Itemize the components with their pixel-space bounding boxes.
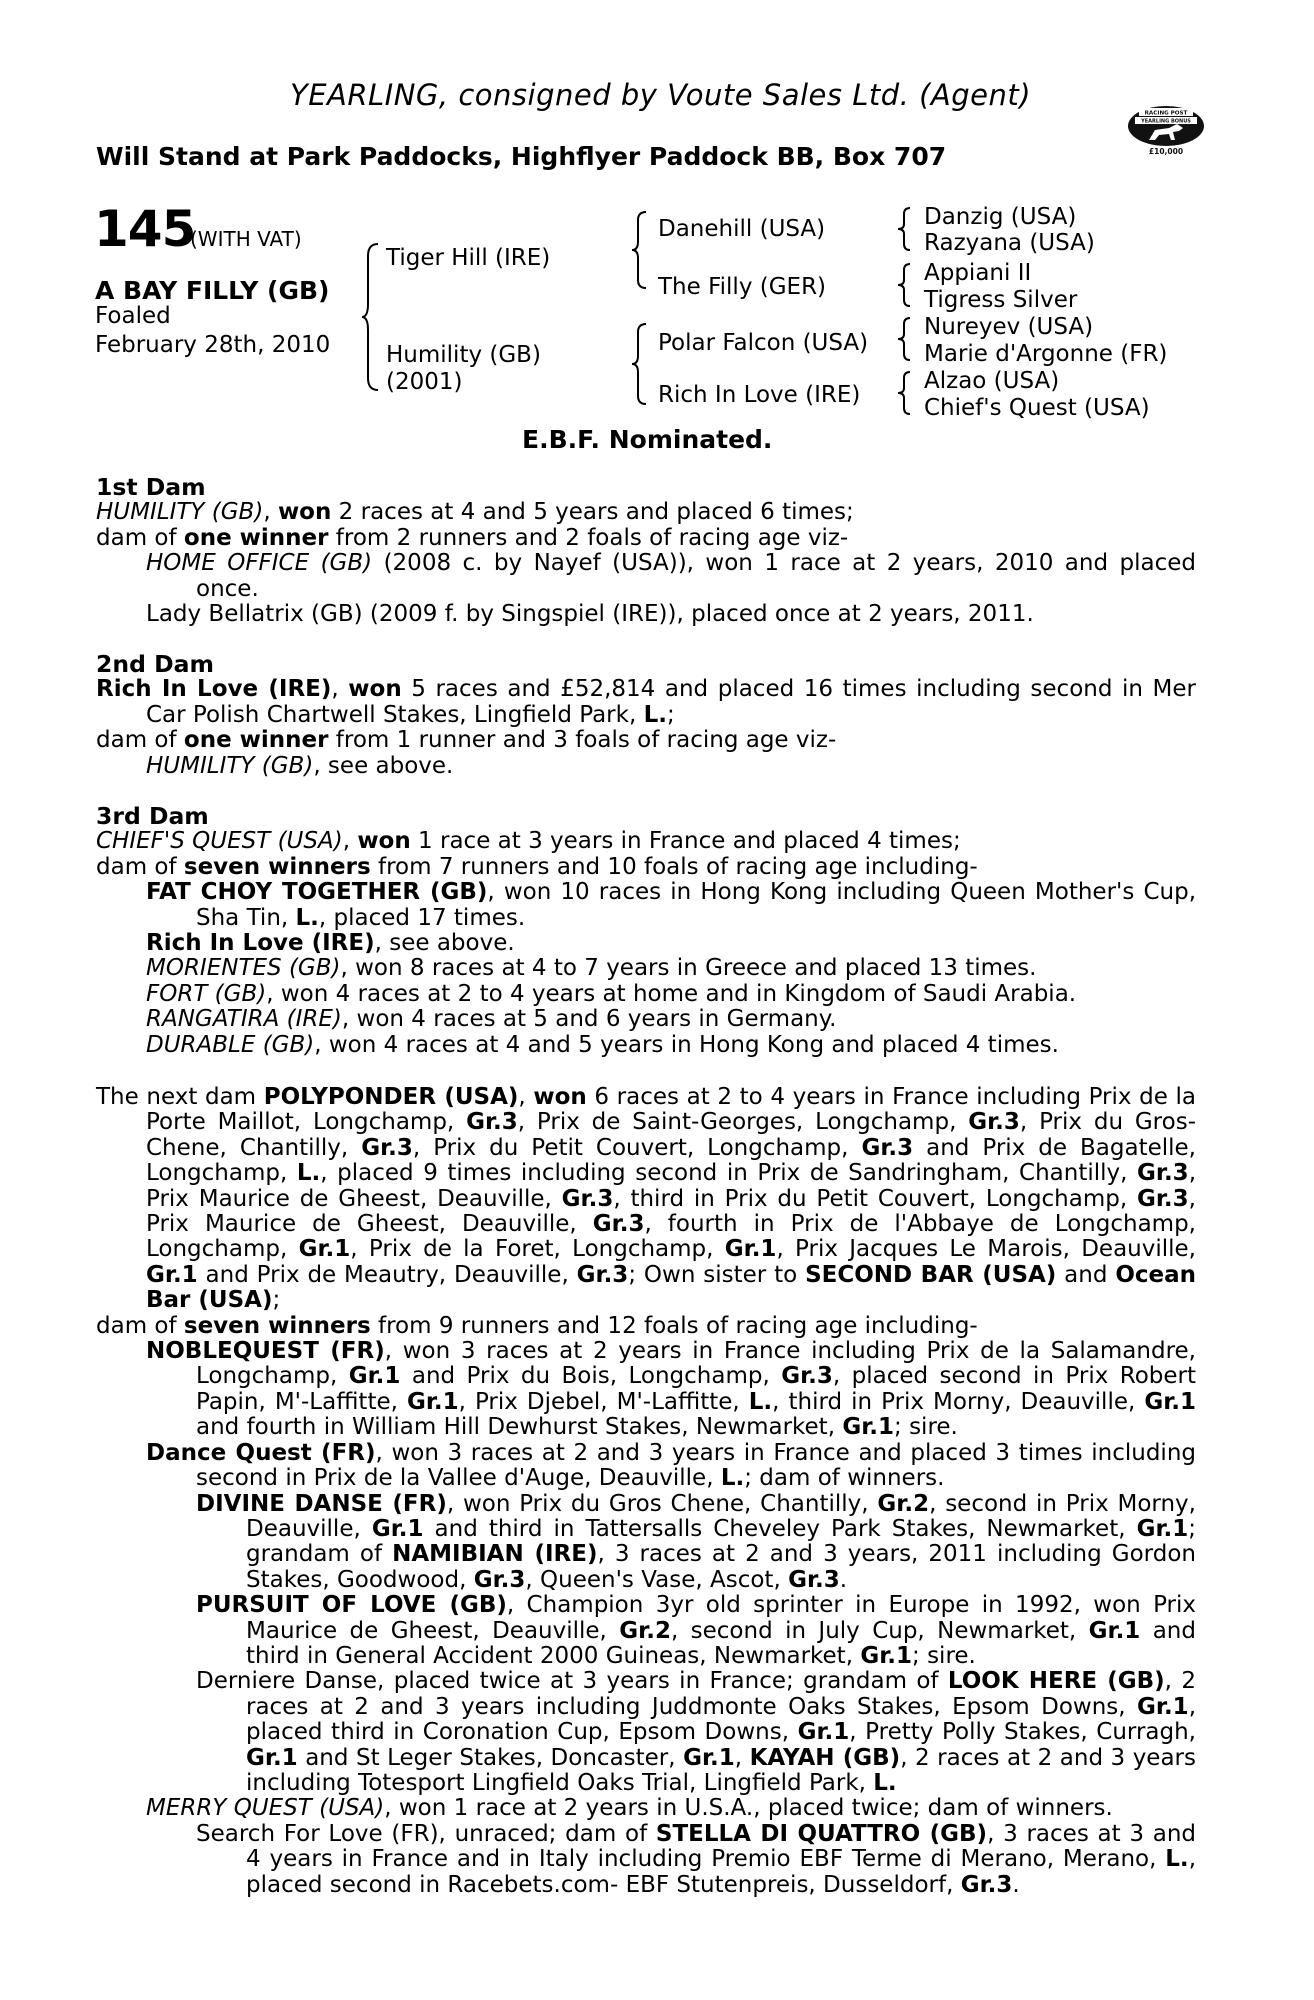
second-dam-line: Rich In Love (IRE), won 5 races and £52,814 and placed 16 times including second in Mer Car Polish Chartwell Stakes, Lingfield Park, L.; bbox=[96, 676, 1197, 728]
produce-entry: MORIENTES (GB), won 8 races at 4 to 7 years in Greece and placed 13 times. bbox=[146, 955, 1037, 982]
third-dam-produce: dam of seven winners from 7 runners and 10 foals of racing age including- bbox=[96, 853, 978, 880]
third-dam-line: CHIEF'S QUEST (USA), won 1 race at 3 years in France and placed 4 times; bbox=[96, 828, 961, 855]
dam-name-text: Humility (GB) bbox=[386, 342, 541, 368]
consignment-line: YEARLING, consigned by Voute Sales Ltd. (Agent) bbox=[290, 78, 1032, 112]
produce-entry: DURABLE (GB), won 4 races at 4 and 5 years in Hong Kong and placed 4 times. bbox=[146, 1031, 1059, 1058]
produce-entry: Rich In Love (IRE), see above. bbox=[146, 930, 515, 957]
first-dam-line: HUMILITY (GB), won 2 races at 4 and 5 years and placed 6 times; bbox=[96, 499, 854, 526]
foaled-label: Foaled bbox=[95, 303, 171, 329]
lot-number: 145 bbox=[94, 200, 196, 258]
horse-name: HUMILITY (GB) bbox=[96, 499, 264, 526]
gen3-8: Chief's Quest (USA) bbox=[924, 395, 1150, 421]
badge-middle-text: YEARLING BONUS bbox=[1141, 118, 1191, 125]
third-dam-heading: 3rd Dam bbox=[96, 802, 209, 830]
produce-entry: Dance Quest (FR), won 3 races at 2 and 3 years in France and placed 3 times including second in Prix de la Vallee d'Auge, Deauville, L.; dam of winners. bbox=[146, 1439, 1197, 1492]
produce-entry: PURSUIT OF LOVE (GB), Champion 3yr old sprinter in Europe in 1992, won Prix Maurice de Gheest, Deauville, Gr.2, second in July Cup, Newmarket, Gr.1 and third in General Accident 2000 Guineas, Newmarket, Gr.1; sire. bbox=[196, 1592, 1197, 1669]
first-dam-section bbox=[96, 475, 1196, 627]
pedigree-brace-main bbox=[362, 242, 382, 392]
sire-sire: Danehill (USA) bbox=[658, 216, 826, 242]
pedigree-brace-g4 bbox=[898, 370, 914, 416]
produce-entry: Derniere Danse, placed twice at 3 years in France; grandam of LOOK HERE (GB), 2 races at 2 and 3 years including Juddmonte Oaks Stakes, Epsom Downs, Gr.1, placed third in Coronation Cup, Epsom Downs, Gr.1, Pretty Polly Stakes, Curragh, Gr.1 and St Leger Stakes, Doncaster, Gr.1, KAYAH (GB), 2 races at 2 and 3 years including Totesport Lingfield Oaks Trial, Lingfield Park, L. bbox=[196, 1668, 1197, 1796]
dam-dam: Rich In Love (IRE) bbox=[658, 382, 861, 408]
sire-name: Tiger Hill (IRE) bbox=[386, 245, 551, 271]
produce-entry: Search For Love (FR), unraced; dam of STELLA DI QUATTRO (GB), 3 races at 3 and 4 years in France and in Italy including Premio EBF Terme di Merano, Merano, L., placed second in Racebets.com- EBF Stutenpreis, Dusseldorf, Gr.3. bbox=[196, 1820, 1197, 1898]
produce-entry: Lady Bellatrix (GB) (2009 f. by Singspiel (IRE)), placed once at 2 years, 2011. bbox=[146, 601, 1034, 628]
pedigree-brace-g1 bbox=[898, 206, 914, 252]
gen3-3: Appiani II bbox=[924, 260, 1032, 286]
gen3-5: Nureyev (USA) bbox=[924, 314, 1094, 340]
yearling-bonus-badge bbox=[1125, 100, 1207, 156]
pedigree-brace-g3 bbox=[898, 316, 914, 362]
badge-bottom-text: £10,000 bbox=[1148, 147, 1184, 156]
produce-entry: NOBLEQUEST (FR), won 3 races at 2 years in France including Prix de la Salamandre, Longchamp, Gr.1 and Prix du Bois, Longchamp, Gr.3, placed second in Prix Robert Papin, M'-Laffitte, Gr.1, Prix Djebel, M'-Laffitte, L., third in Prix Morny, Deauville, Gr.1 and fourth in William Hill Dewhurst Stakes, Newmarket, Gr.1; sire. bbox=[146, 1338, 1197, 1441]
gen3-2: Razyana (USA) bbox=[924, 230, 1095, 256]
gen3-4: Tigress Silver bbox=[924, 287, 1078, 313]
produce-entry: HOME OFFICE (GB) (2008 c. by Nayef (USA)), won 1 race at 2 years, 2010 and placed once. bbox=[146, 550, 1196, 602]
second-dam-produce: dam of one winner from 1 runner and 3 foals of racing age viz- bbox=[96, 727, 837, 754]
gen3-7: Alzao (USA) bbox=[924, 368, 1060, 394]
lot-title: A BAY FILLY (GB) bbox=[95, 276, 330, 305]
badge-top-text: RACING POST bbox=[1144, 110, 1188, 117]
second-dam-section bbox=[96, 652, 1196, 779]
produce-entry: HUMILITY (GB), see above. bbox=[146, 752, 454, 779]
second-dam-heading: 2nd Dam bbox=[96, 650, 214, 678]
dam-sire: Polar Falcon (USA) bbox=[658, 330, 869, 356]
third-dam-section bbox=[96, 804, 1196, 1058]
ebf-nomination: E.B.F. Nominated. bbox=[522, 425, 773, 454]
sire-dam: The Filly (GER) bbox=[658, 274, 827, 300]
foaled-date: February 28th, 2010 bbox=[95, 332, 331, 358]
dam-year: (2001) bbox=[386, 369, 463, 395]
pedigree-brace-g2 bbox=[898, 262, 914, 308]
produce-entry: FORT (GB), won 4 races at 2 to 4 years at home and in Kingdom of Saudi Arabia. bbox=[146, 980, 1077, 1007]
gen3-6: Marie d'Argonne (FR) bbox=[924, 341, 1168, 367]
first-dam-heading: 1st Dam bbox=[96, 473, 206, 501]
pedigree-brace-sire bbox=[632, 210, 650, 290]
next-dam-line: The next dam POLYPONDER (USA), won 6 races at 2 to 4 years in France including Prix de la Porte Maillot, Longchamp, Gr.3, Prix de Saint-Georges, Longchamp, Gr.3, Prix du Gros-Chene, Chantilly, Gr.3, Prix du Petit Couvert, Longchamp, Gr.3 and Prix de Bagatelle, Longchamp, L., placed 9 times including second in Prix de Sandringham, Chantilly, Gr.3, Prix Maurice de Gheest, Deauville, Gr.3, third in Prix du Petit Couvert, Longchamp, Gr.3, Prix Maurice de Gheest, Deauville, Gr.3, fourth in Prix de l'Abbaye de Longchamp, Longchamp, Gr.1, Prix de la Foret, Longchamp, Gr.1, Prix Jacques Le Marois, Deauville, Gr.1 and Prix de Meautry, Deauville, Gr.3; Own sister to SECOND BAR (USA) and Ocean Bar (USA); bbox=[96, 1084, 1197, 1314]
produce-entry: MERRY QUEST (USA), won 1 race at 2 years in U.S.A., placed twice; dam of winners. bbox=[146, 1795, 1113, 1822]
dam-name bbox=[386, 342, 541, 396]
vat-note: (WITH VAT) bbox=[190, 227, 302, 251]
gen3-1: Danzig (USA) bbox=[924, 204, 1077, 230]
next-dam-section bbox=[96, 1085, 1196, 1898]
pedigree-brace-dam bbox=[632, 322, 650, 406]
first-dam-produce: dam of one winner from 2 runners and 2 foals of racing age viz- bbox=[96, 524, 849, 551]
foaled-info bbox=[95, 302, 330, 360]
produce-entry: FAT CHOY TOGETHER (GB), won 10 races in Hong Kong including Queen Mother's Cup, Sha Tin, L., placed 17 times. bbox=[146, 879, 1197, 931]
produce-entry: DIVINE DANSE (FR), won Prix du Gros Chene, Chantilly, Gr.2, second in Prix Morny, Deauville, Gr.1 and third in Tattersalls Cheveley Park Stakes, Newmarket, Gr.1; grandam of NAMIBIAN (IRE), 3 races at 2 and 3 years, 2011 including Gordon Stakes, Goodwood, Gr.3, Queen's Vase, Ascot, Gr.3. bbox=[196, 1490, 1196, 1593]
next-dam-produce: dam of seven winners from 9 runners and 12 foals of racing age including- bbox=[96, 1312, 978, 1339]
stand-location: Will Stand at Park Paddocks, Highflyer Paddock BB, Box 707 bbox=[96, 142, 947, 171]
produce-entry: RANGATIRA (IRE), won 4 races at 5 and 6 years in Germany. bbox=[146, 1006, 837, 1033]
won-label: won bbox=[277, 499, 332, 526]
